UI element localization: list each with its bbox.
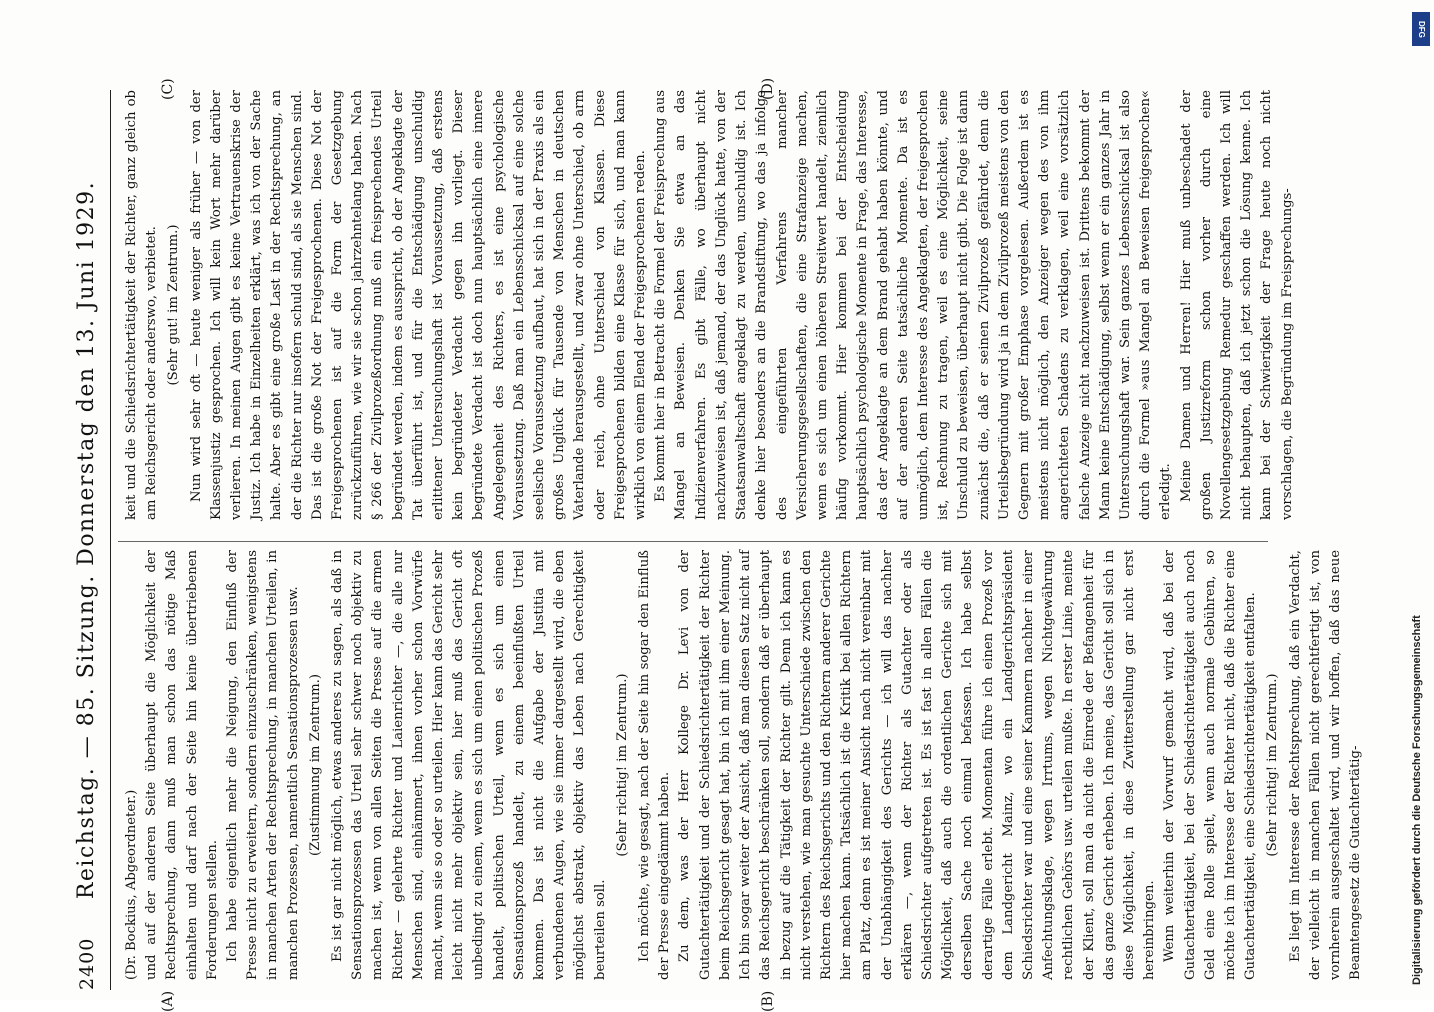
- paragraph: Wenn weiterhin der Vorwurf gemacht wird, daß bei der Gutachtertätigkeit, bei der Schiedsrichtertätigkeit auch noch Geld eine Rolle spielt, wenn auch normale Gebühren, so möchte ich im Interesse der Richter nicht, daß die Richter eine Gutachtertätigkeit, eine Schiedsrichtertätigkeit entfalten.: [1162, 550, 1259, 980]
- paragraph: und auf der anderen Seite überhaupt die Möglichkeit der Rechtsprechung, dann muß man schon das nötige Maß einhalten und darf nach der Seite hin keine übertriebenen Forderungen stellen.: [144, 550, 220, 980]
- margin-marker-d: (D): [760, 77, 776, 100]
- stage-direction: (Zustimmung im Zentrum.): [307, 673, 323, 857]
- stage-direction: (Sehr richtig! im Zentrum.): [1265, 673, 1281, 857]
- page-number: 2400: [76, 937, 98, 990]
- paragraph: (Dr. Bockius, Abgeordneter.): [124, 789, 139, 980]
- paragraph: Es kommt hier in Betracht die Formel der Freisprechung aus Mangel an Beweisen. Denken Sie etwa an das Indizienverfahren. Es gibt Fälle, wo überhaupt nicht nachzuweisen ist, daß jemand, der das Unglück hatte, von der Staatsanwaltschaft angeklagt zu werden, unschuldig ist. Ich denke hier besonders an die Brandstiftung, wo das ja infolge des eingeführten Verfahrens mancher Versicherungsgesellschaften, die eine Strafanzeige machen, wenn es sich um einen höheren Streitwert handelt, ziemlich häufig vorkommt. Hier kommen bei der Entscheidung hauptsächlich psychologische Momente in Frage, das Interesse, das der Angeklagte an dem Brand gehabt haben könnte, und auf der anderen Seite tatsächliche Momente. Da ist es unmöglich, dem Interesse des Angeklagten, der freigesprochen ist, Rechnung zu tragen, weil es eine Möglichkeit, seine Unschuld zu beweisen, überhaupt nicht gibt. Die Folge ist dann zunächst die, daß er seinen Zivilprozeß gefährdet, denn die Urteilsbegründung wird ja in dem Zivilprozeß meistens von den Gegnern mit großer Emphase vorgelesen. Außerdem ist es meistens nicht möglich, den Anzeiger wegen des von ihm angerichteten Schadens zu verklagen, weil eine vorsätzlich falsche Anzeige nicht nachzuweisen ist. Drittens bekommt der Mann keine Entschädigung, selbst wenn er ein ganzes Jahr in Untersuchungshaft war. Sein ganzes Lebensschicksal ist also durch die Formel »aus Mangel an Beweisen freigesprochen« erledigt.: [653, 90, 1174, 520]
- paragraph: Ich habe eigentlich mehr die Neigung, den Einfluß der Presse nicht zu erweitern, sondern einzuschränken, wenigstens in manchen Arten der Rechtsprechung, in manchen Urteilen, in manchen Prozessen, namentlich Sensationsprozessen usw.: [225, 550, 301, 980]
- margin-marker-c: (C): [160, 78, 176, 100]
- paragraph: keit und die Schiedsrichtertätigkeit der Richter, ganz gleich ob am Reichsgericht oder anderswo, verbietet.: [124, 90, 160, 520]
- paragraph: Es ist gar nicht möglich, etwas anderes zu sagen, als daß in Sensationsprozessen das Urteil sehr schwer noch objektiv zu machen ist, wenn von allen Seiten die Presse auf die armen Richter — gelehrte Richter und Laienrichter —, die alle nur Menschen sind, einhämmert, ihnen vorher schon Vorwürfe macht, wenn sie so oder so urteilen. Hier kann das Gericht sehr leicht nicht mehr objektiv sein, hier muß das Gericht oft unbedingt zu einem, wenn es sich um einen politischen Prozeß handelt, politischen Urteil, wenn es sich um einen Sensationsprozeß handelt, zu einem beeinflußten Urteil kommen. Das ist nicht die Aufgabe der Justitia mit verbundenen Augen, wie sie immer dargestellt wird, die eben möglichst abstrakt, objektiv das Leben nach Gerechtigkeit beurteilen soll.: [330, 550, 608, 980]
- paragraph: Zu dem, was der Herr Kollege Dr. Levi von der Gutachtertätigkeit und der Schiedsrichtertätigkeit der Richter beim Reichsgericht gesagt hat, bin ich mit ihm einer Meinung. Ich bin sogar weiter der Ansicht, daß man diesen Satz nicht auf das Reichsgericht beschränken soll, sondern daß er überhaupt in bezug auf die Tätigkeit der Richter gilt. Denn ich kann es nicht verstehen, wie man gesuchte Unterschiede zwischen den Richtern des Reichsgerichts und den Richtern anderer Gerichte hier machen kann. Tatsächlich ist die Kritik bei allen Richtern am Platz, denn es ist meiner Ansicht nach nicht vereinbar mit der Unabhängigkeit des Gerichts — ich will das nachher erklären —, wenn der Richter als Gutachter oder als Schiedsrichter aufgetreten ist. Es ist fast in allen Fällen die Möglichkeit, daß auch die ordentlichen Gerichte sich mit derselben Sache noch einmal befassen. Ich habe selbst derartige Fälle erlebt. Momentan führe ich einen Prozeß vor dem Landgericht Mainz, wo ein Landgerichtspräsident Schiedsrichter war und eine seiner Kammern nachher in einer Anfechtungsklage, wegen Irrtums, wegen Nichtgewährung rechtlichen Gehörs usw. urteilen mußte. In erster Linie, meinte der Klient, soll man da nicht die Einrede der Befangenheit für das ganze Gericht erheben. Ich meine, das Gericht soll sich in diese Möglichkeit, in diese Zwitterstellung gar nicht erst hereinbringen.: [677, 550, 1158, 980]
- paragraph: Nun wird sehr oft — heute weniger als früher — von der Klassenjustiz gesprochen. Ich will kein Wort mehr darüber verlieren. In meinen Augen gibt es keine Vertrauenskrise der Justiz. Ich habe in Einzelheiten erklärt, was ich von der Sache halte. Aber es gibt eine große Last in der Rechtsprechung, an der die Richter nur insofern schuld sind, als sie Menschen sind. Das ist die große Not der Freigesprochenen. Diese Not der Freigesprochenen ist auf die Form der Gesetzgebung zurückzuführen, wie wir sie schon jahrzehntelang haben. Nach § 266 der Zivilprozeßordnung muß ein freisprechendes Urteil begründet werden, indem es ausspricht, ob der Angeklagte der Tat überführt ist, und für die Entschädigung unschuldig erlittener Untersuchungshaft ist Voraussetzung, daß erstens kein begründeter Verdacht gegen ihn vorliegt. Dieser begründete Verdacht ist doch nun hauptsächlich eine innere Angelegenheit des Richters, es ist eine psychologische Voraussetzung. Daß man ein Lebensschicksal auf eine solche seelische Voraussetzung aufbaut, hat sich in der Praxis als ein großes Unglück für Tausende von Menschen in deutschen Vaterlande herausgestellt, und zwar ohne Unterschied, ob arm oder reich, ohne Unterschied von Klassen. Diese Freigesprochenen bilden eine Klasse für sich, und man kann wirklich von einem Elend der Freigesprochenen reden.: [188, 90, 649, 520]
- column-divider: [118, 541, 1268, 542]
- margin-marker-a: (A): [160, 990, 176, 1012]
- page-header: [70, 90, 111, 990]
- left-column: [122, 550, 1366, 980]
- rotated-page-content: [70, 77, 1364, 1012]
- stage-direction: (Sehr gut! im Zentrum.): [166, 224, 182, 386]
- stage-direction: (Sehr richtig! im Zentrum.): [614, 673, 630, 857]
- right-column: [122, 90, 1298, 520]
- paragraph: Es liegt im Interesse der Rechtsprechung, daß ein Verdacht, der vielleicht in manchen Fällen nicht gerechtfertigt ist, von vornherein ausgeschaltet wird, und wir hoffen, daß das neue Beamtengesetz die Gutachtertätig-: [1287, 550, 1364, 980]
- credit-text: Digitalisierung gefördert durch die Deutsche Forschungsgemeinschaft: [1411, 615, 1423, 985]
- paragraph: Meine Damen und Herren! Hier muß unbeschadet der großen Justizreform schon vorher durch eine Novellengesetzgebung Remedur geschaffen werden. Ich will nicht behaupten, daß ich jetzt schon die Lösung kenne. Ich kann bei der Schwierigkeit der Frage heute noch nicht vorschlagen, die Begründung im Freisprechungs-: [1178, 90, 1295, 520]
- digitization-credit: [1405, 10, 1431, 990]
- running-title: Reichstag. — 85. Sitzung. Donnerstag den 13. Juni 1929.: [74, 180, 99, 900]
- paragraph: Ich möchte, wie gesagt, nach der Seite hin sogar den Einfluß der Presse eingedämmt haben.: [637, 550, 673, 980]
- dfg-badge: DFG: [1412, 12, 1430, 46]
- margin-marker-b: (B): [760, 990, 776, 1012]
